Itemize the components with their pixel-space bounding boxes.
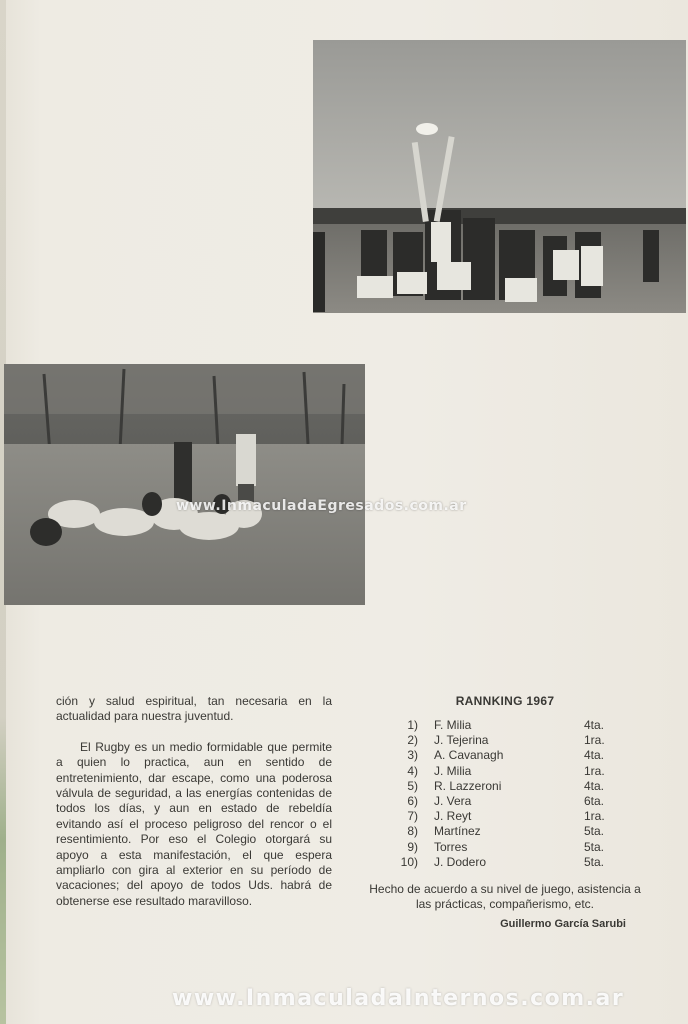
ranking-title: RANNKING 1967 <box>455 694 555 708</box>
ranking-player-name: Torres <box>434 839 468 854</box>
article-paragraph: El Rugby es un medio formidable que permite a quien lo practica, aun en sentido de entretenimiento, dar escape, como una poderosa válvula de seguridad, a las energías contenidas de todos los días, y aun en estado de rebeldía evitando así el proceso peligroso del rencor o el resentimiento. Por eso el Colegio otorgará su apoyo a esta manifestación, el que espera ampliarlo con gira al exterior en su período de vacaciones; del apoyo de todos Uds. habrá de obtenerse ese resultado maravilloso. <box>56 739 332 908</box>
ranking-player-name: F. Milia <box>434 718 472 732</box>
ranking-player-name: J. Vera <box>434 793 472 808</box>
rugby-team-resting-photo <box>4 364 365 605</box>
ranking-position: 4) <box>407 763 418 778</box>
article-paragraph: ción y salud espiritual, tan necesaria en la actualidad para nuestra juventud. <box>56 694 332 724</box>
ranking-division: 4ta. <box>584 748 605 763</box>
ranking-author: Guillermo García Sarubi <box>500 917 626 930</box>
ranking-division: 4ta. <box>584 778 605 793</box>
ranking-player-name: J. Milia <box>434 763 472 778</box>
ranking-row <box>360 824 650 839</box>
ranking-row <box>360 794 650 809</box>
ranking-player-name: J. Tejerina <box>434 733 489 748</box>
ranking-list <box>360 718 650 870</box>
ranking-player-name: J. Dodero <box>434 854 487 869</box>
watermark-egresados: www.InmaculadaEgresados.com.ar <box>176 498 467 514</box>
ranking-position: 2) <box>407 733 418 748</box>
ranking-division: 1ra. <box>584 733 605 748</box>
ranking-division: 5ta. <box>584 839 605 854</box>
ranking-position: 6) <box>407 793 418 808</box>
ranking-player-name: R. Lazzeroni <box>434 778 502 793</box>
ranking-position: 10) <box>400 854 418 869</box>
ranking-player-name: Martínez <box>434 824 481 839</box>
ranking-box <box>360 694 650 930</box>
ranking-division: 5ta. <box>584 854 605 869</box>
ranking-division: 1ra. <box>584 763 605 778</box>
ranking-note: Hecho de acuerdo a su nivel de juego, asistencia a las prácticas, compañerismo, etc. <box>369 881 641 911</box>
ranking-row <box>360 733 650 748</box>
article-body <box>56 694 332 909</box>
ranking-row <box>360 748 650 763</box>
ranking-row <box>360 718 650 733</box>
ranking-player-name: A. Cavanagh <box>434 748 504 763</box>
ranking-row <box>360 764 650 779</box>
ranking-row <box>360 855 650 870</box>
watermark-internos: www.InmaculadaInternos.com.ar <box>172 986 625 1011</box>
ranking-player-name: J. Reyt <box>434 809 472 824</box>
ranking-division: 6ta. <box>584 793 605 808</box>
ranking-division: 5ta. <box>584 824 605 839</box>
ranking-division: 1ra. <box>584 809 605 824</box>
ranking-position: 3) <box>407 748 418 763</box>
ranking-position: 8) <box>407 824 418 839</box>
ranking-position: 9) <box>407 839 418 854</box>
ranking-position: 1) <box>407 718 418 732</box>
ranking-row <box>360 779 650 794</box>
rugby-team-resting-icon <box>4 364 365 605</box>
ranking-position: 7) <box>407 809 418 824</box>
rugby-lineout-icon <box>313 40 686 313</box>
ranking-row <box>360 840 650 855</box>
ranking-division: 4ta. <box>584 718 605 732</box>
ranking-position: 5) <box>407 778 418 793</box>
ranking-row <box>360 809 650 824</box>
rugby-lineout-photo <box>313 40 686 313</box>
